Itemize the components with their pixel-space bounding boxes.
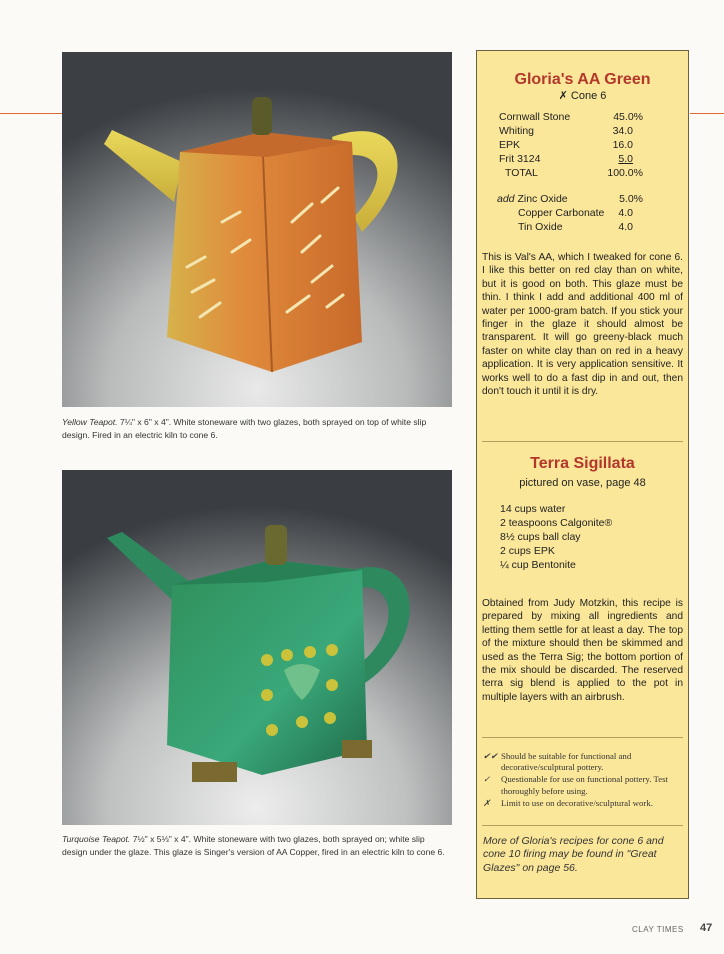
caption-text: 7¼" x 6" x 4". White stoneware with two glazes, both sprayed on top of white slip design. Fired in an electric kiln to cone 6. [62,417,427,440]
ingredient-name: TOTAL [505,167,538,179]
top-rule-left [0,113,62,114]
more-recipes-note: More of Gloria's recipes for cone 6 and cone 10 firing may be found in "Great Glazes" on page 56. [483,835,664,874]
yellow-teapot-photo [62,52,452,407]
ingredient-amount: 34.0 [612,125,633,137]
addition-name: Copper Carbonate [518,207,605,219]
caption-turquoise-teapot [62,833,447,858]
ingredient-line: ¼ cup Bentonite [500,559,576,571]
ingredient-name: EPK [499,139,521,151]
recipe-sidebar [476,50,689,899]
add-label: add [497,193,515,205]
divider [482,825,683,826]
double-check-icon: ✔✔ [483,751,498,761]
recipe-notes: This is Val's AA, which I tweaked for cone 6. I like this better on red clay than on white, but it is good on both. This glaze must be thin. I think I add and additional 400 ml of water per 1000-gram batch. If you stick your finger in the glaze it should almost be transparent. It will go greeny-black much faster on white clay than on red in a heavy application. It is very application sensitive. It works well to do a fast dip in and out, then don't touch it until it is dry. [482,252,683,398]
legend-item [483,774,683,796]
ingredient-line: 8½ cups ball clay [500,531,581,543]
addition-amount: 4.0 [618,207,633,219]
cross-icon: ✗ [483,797,491,808]
safety-legend [483,751,683,810]
legend-text: Limit to use on decorative/sculptural work. [501,797,653,808]
legend-item [483,751,683,773]
caption-yellow-teapot [62,416,447,441]
turquoise-teapot-photo [62,470,452,825]
addition-amount: 5.0% [619,193,643,205]
addition-amount: 4.0 [618,221,633,233]
publication-name: CLAY TIMES [632,925,684,934]
ingredient-amount: 45.0% [613,111,643,123]
recipe-title: Terra Sigillata [530,455,635,472]
top-rule-right [690,113,724,114]
caption-title: Yellow Teapot. [62,417,118,427]
addition-name: Tin Oxide [518,221,563,233]
legend-text: Should be suitable for functional and decorative/sculptural pottery. [501,751,632,773]
page-number: 47 [700,922,713,934]
ingredient-name: Frit 3124 [499,153,541,165]
recipe-subtitle: pictured on vase, page 48 [519,477,646,489]
legend-item [483,798,683,809]
check-icon: ✓ [483,774,491,785]
ingredient-amount: 16.0 [612,139,633,151]
ingredient-line: 2 cups EPK [500,545,555,557]
ingredient-line: 14 cups water [500,503,566,515]
divider [482,737,683,738]
recipe-subtitle: ✗ Cone 6 [558,90,607,102]
ingredient-amount: 5.0 [618,153,633,165]
caption-title: Turquoise Teapot. [62,834,131,844]
ingredient-name: Whiting [499,125,535,137]
recipe-notes: Obtained from Judy Motzkin, this recipe is prepared by mixing all ingredients and letting them settle for at least a day. The top of the mixture should then be skimmed and used as the Terra Sig; the bottom portion of the mix should be discarded. The reserved terra sig blend is applied to the pot in multiple layers with an airbrush. [482,598,683,703]
ingredient-amount: 100.0% [607,167,643,179]
recipe-title: Gloria's AA Green [514,71,651,88]
caption-text: 7½" x 5⅓" x 4". White stoneware with two glazes, both sprayed on; white slip design under the glaze. This glaze is Singer's version of AA Copper, fired in an electric kiln to cone 6. [62,834,445,857]
ingredient-line: 2 teaspoons Calgonite® [500,517,613,529]
legend-text: Questionable for use on functional pottery. Test thoroughly before using. [501,774,668,796]
divider [482,441,683,442]
addition-name: Zinc Oxide [517,193,568,205]
ingredient-name: Cornwall Stone [499,111,571,123]
